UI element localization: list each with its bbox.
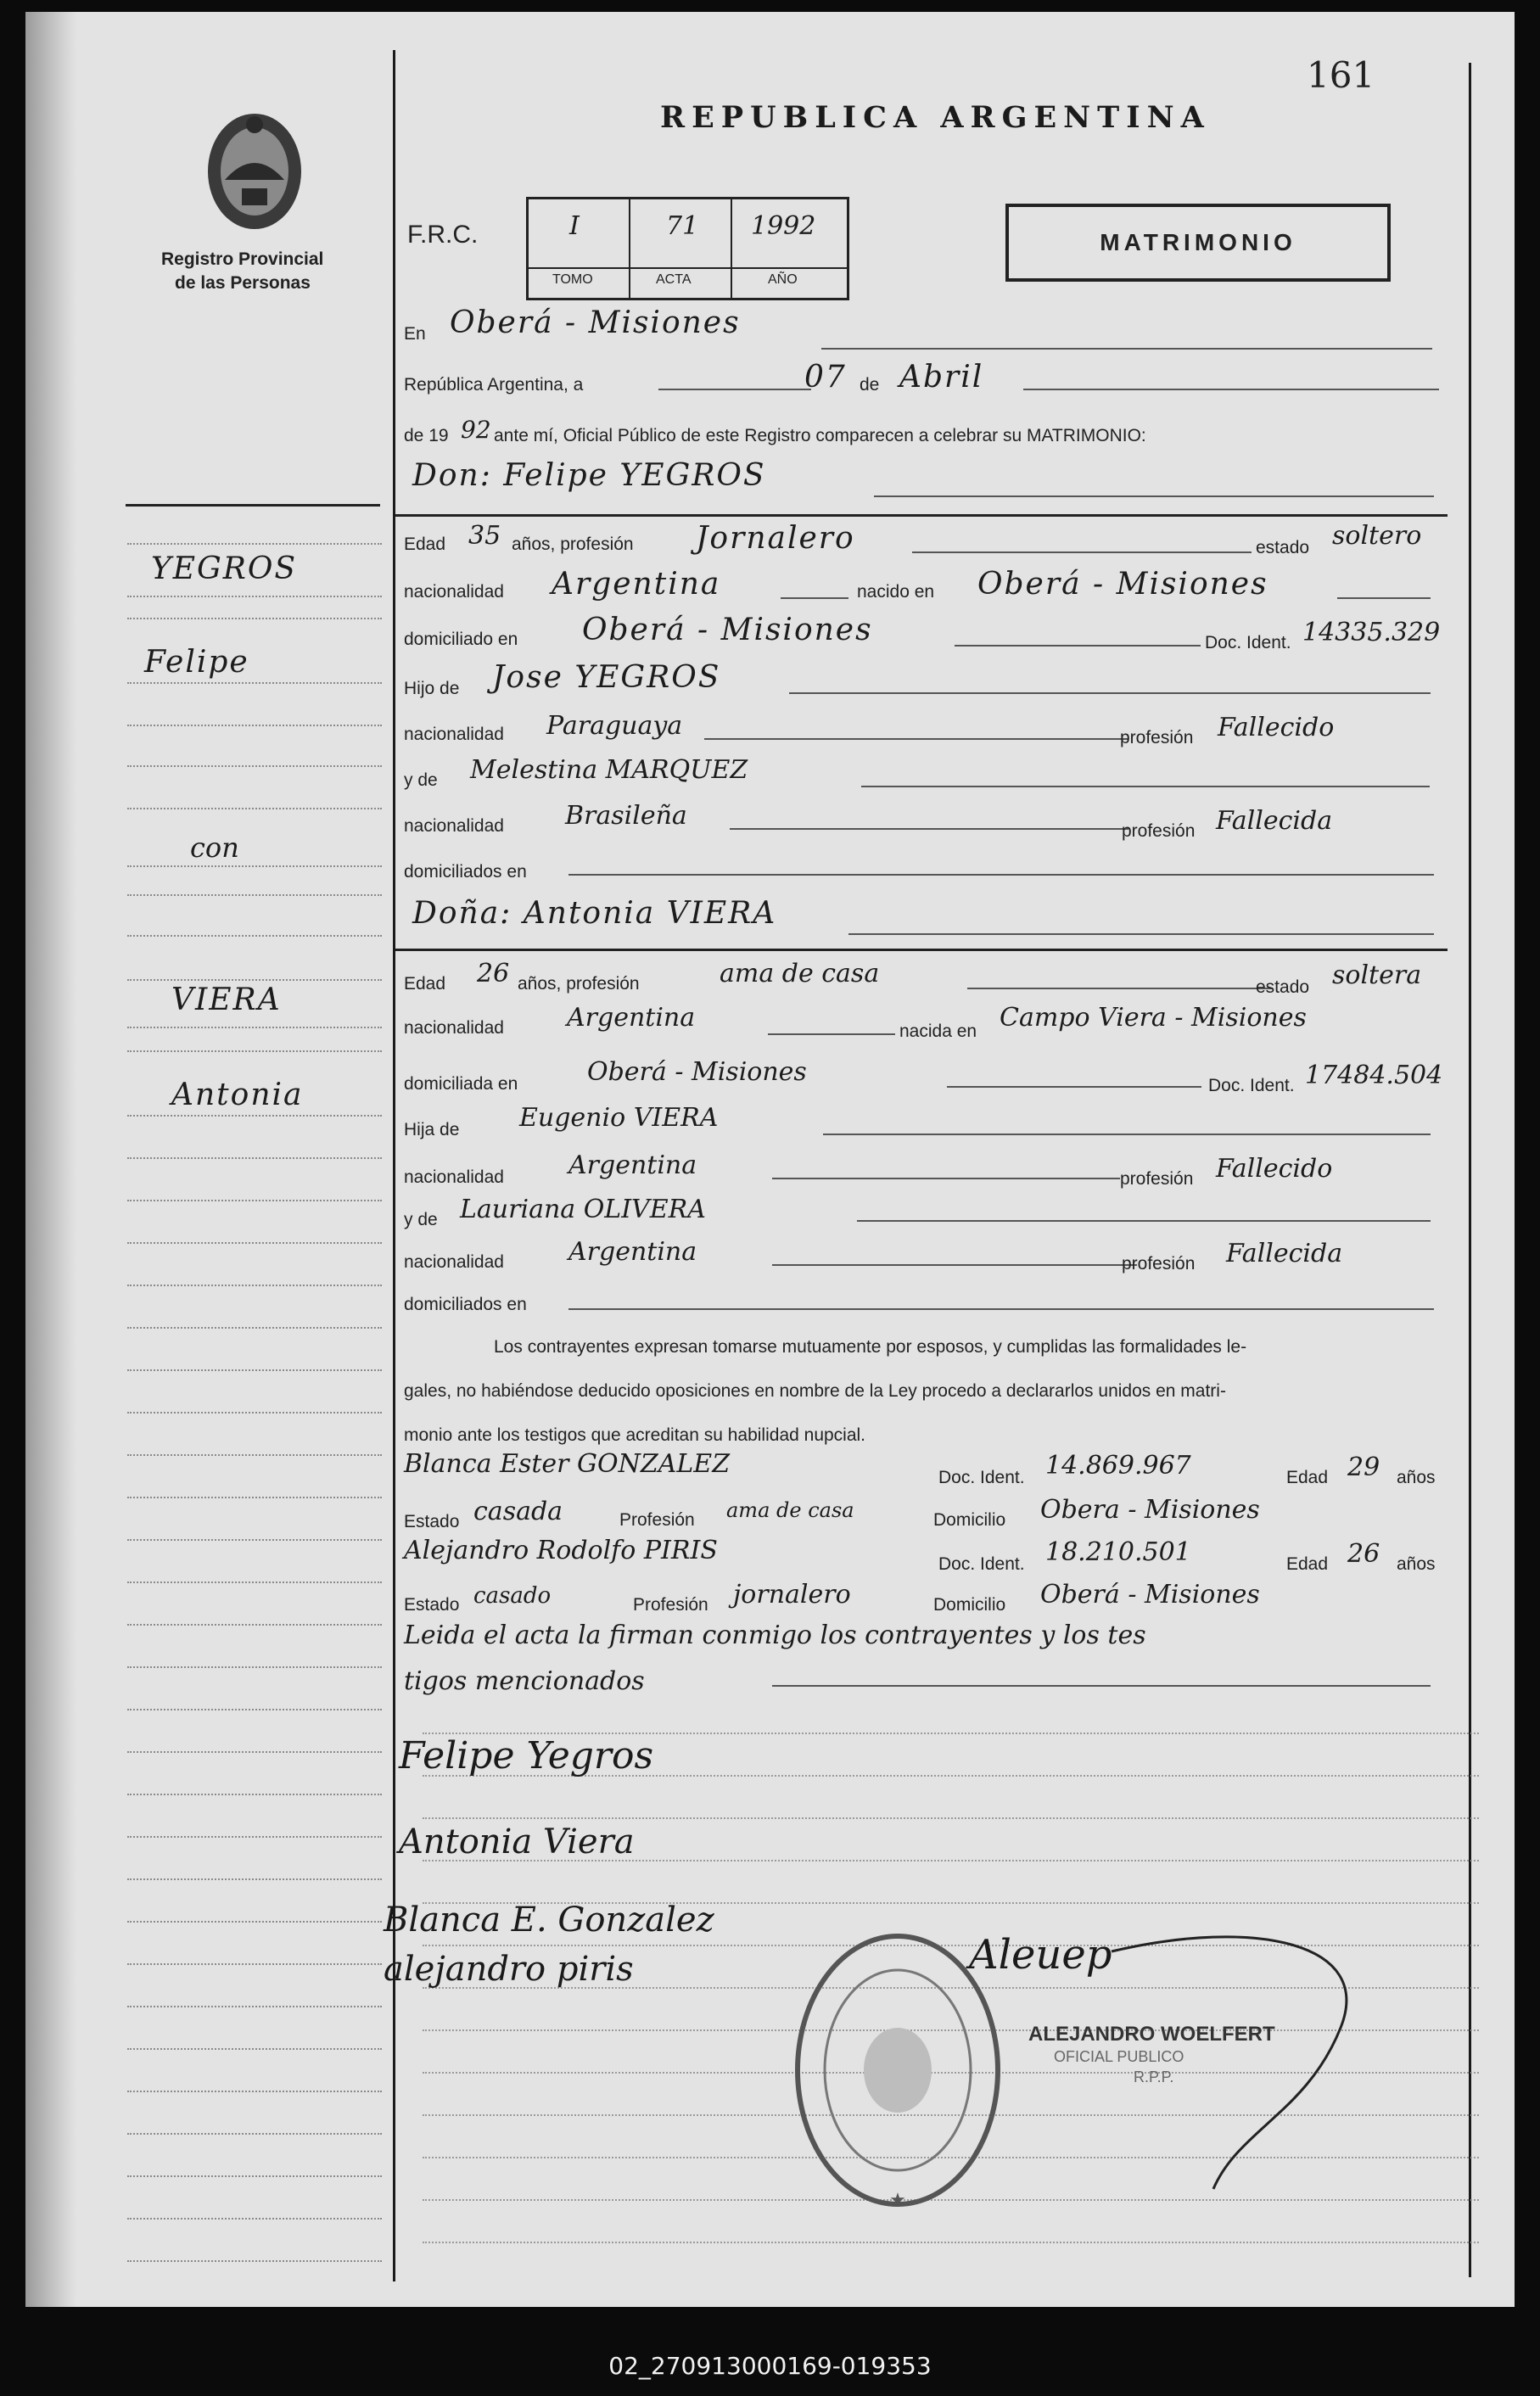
witness1-profesion-label: Profesión [619,1510,695,1530]
margin-top-rule [126,504,380,507]
witness1-anos-label: años [1397,1468,1436,1487]
witness2-domicilio-label: Domicilio [933,1595,1006,1615]
section-separator [395,949,1448,951]
groom-birthplace: Oberá - Misiones [977,567,1268,602]
tomo-value: I [569,211,580,241]
bride-nacida-label: nacida en [899,1022,977,1041]
witness1-age: 29 [1347,1453,1380,1482]
country-title: REPUBLICA ARGENTINA [660,100,1211,135]
groom-signature: Felipe Yegros [399,1734,654,1777]
declaration-line1: Los contrayentes expresan tomarse mutuamente por esposos, y cumplidas las formalidades le- [494,1337,1247,1357]
bride-domicile: Oberá - Misiones [587,1057,807,1087]
groom-mother-profesion-label: profesión [1122,821,1196,841]
witness2-signature: alejandro piris [384,1950,634,1989]
witness1-estado-label: Estado [404,1512,460,1531]
witness2-age: 26 [1347,1539,1380,1569]
bride-mother-profesion-label: profesión [1122,1254,1196,1274]
bride-mother-nacionalidad-label: nacionalidad [404,1252,504,1272]
margin-surname-bride: VIERA [171,982,282,1017]
bride-father: Eugenio VIERA [519,1103,719,1133]
ano-label: AÑO [768,272,798,287]
groom-yde-label: y de [404,770,438,790]
closing-line1: Leida el acta la firman conmigo los contrayentes y los tes [404,1621,1146,1650]
groom-nacido-label: nacido en [857,582,935,602]
book-spine-shadow [25,12,76,2307]
de-label: de [860,375,880,395]
section-separator [395,514,1448,517]
month-value: Abril [899,360,984,395]
witness1-edad-label: Edad [1286,1468,1329,1487]
place-value: Oberá - Misiones [450,305,741,340]
groom-mother-nacionalidad-label: nacionalidad [404,816,504,836]
witness1-domicilio-label: Domicilio [933,1510,1006,1530]
declaration-line3: monio ante los testigos que acreditan su habilidad nupcial. [404,1425,866,1445]
image-caption: 02_270913000169-019353 [608,2352,932,2380]
registry-name-line1: Registro Provincial [161,249,324,269]
margin-given-bride: Antonia [171,1078,304,1112]
republica-label: República Argentina, a [404,375,584,395]
groom-estado: soltero [1332,521,1422,551]
bride-hija-label: Hija de [404,1120,460,1139]
bride-edad-label: Edad [404,974,446,994]
witness1-signature: Blanca E. Gonzalez [384,1901,714,1940]
bride-mother-profession: Fallecida [1226,1239,1343,1268]
groom-father-profession: Fallecido [1218,713,1335,742]
document-type-box: MATRIMONIO [1005,204,1391,282]
bride-mother-nationality: Argentina [568,1237,697,1267]
bride-doc: 17484.504 [1305,1061,1443,1090]
page-number: 161 [1307,54,1375,96]
register-page [25,12,1515,2307]
bride-domiciliados-label: domiciliados en [404,1295,527,1314]
ano-value: 1992 [751,211,816,241]
bride-age: 26 [477,959,510,988]
groom-father: Jose YEGROS [492,660,721,695]
witness2-doc: 18.210.501 [1045,1537,1191,1567]
groom-mother: Melestina MARQUEZ [470,755,748,785]
day-value: 07 [804,360,847,395]
witness2-edad-label: Edad [1286,1554,1329,1574]
bride-anos-profesion-label: años, profesión [518,974,640,994]
bride-domiciliada-label: domiciliada en [404,1074,518,1094]
official-stamp-sub: R.P.P. [1134,2069,1174,2085]
margin-divider [393,50,395,2281]
groom-age: 35 [468,521,501,551]
groom-domicile: Oberá - Misiones [582,613,873,647]
bride-father-nationality: Argentina [568,1150,697,1180]
groom-domiciliado-label: domiciliado en [404,630,518,649]
witness2-profession: jornalero [733,1580,851,1609]
closing-line2: tigos mencionados [404,1666,645,1696]
groom-mother-nationality: Brasileña [565,801,687,831]
groom-domiciliados-label: domiciliados en [404,862,527,882]
witness2-profesion-label: Profesión [633,1595,708,1615]
groom-doc-label: Doc. Ident. [1205,633,1291,652]
groom-name: Don: Felipe YEGROS [412,458,766,493]
witness1-doc-label: Doc. Ident. [938,1468,1025,1487]
official-stamp-name: ALEJANDRO WOELFERT [1028,2023,1275,2046]
provincial-crest-icon [199,104,310,239]
groom-father-nationality: Paraguaya [546,711,683,741]
groom-nacionalidad-label: nacionalidad [404,582,504,602]
tomo-label: TOMO [552,272,593,287]
groom-edad-label: Edad [404,535,446,554]
year-suffix: 92 [461,416,491,444]
witness1-profession: ama de casa [726,1498,854,1522]
acta-label: ACTA [656,272,692,287]
svg-text:★: ★ [889,2189,906,2210]
groom-nationality: Argentina [552,567,721,602]
groom-hijo-label: Hijo de [404,679,460,698]
bride-name: Doña: Antonia VIERA [412,896,777,931]
witness2-name: Alejandro Rodolfo PIRIS [404,1536,718,1565]
groom-estado-label: estado [1256,538,1310,557]
frc-box [526,197,849,300]
official-signature: Aleuep [969,1931,1112,1979]
bride-yde-label: y de [404,1210,438,1229]
bride-father-nacionalidad-label: nacionalidad [404,1167,504,1187]
declaration-line2: gales, no habiéndose deducido oposiciones en nombre de la Ley procedo a declararlos unidos en matri- [404,1381,1226,1401]
year-prefix: de 19 [404,426,449,445]
groom-father-profesion-label: profesión [1120,728,1194,747]
groom-father-nacionalidad-label: nacionalidad [404,725,504,744]
witness2-anos-label: años [1397,1554,1436,1574]
en-label: En [404,324,426,344]
groom-doc: 14335.329 [1302,618,1441,647]
bride-nationality: Argentina [567,1003,696,1033]
intro-text: ante mí, Oficial Público de este Registro comparecen a celebrar su MATRIMONIO: [494,426,1146,445]
witness1-estado: casada [473,1497,563,1526]
witness1-domicile: Obera - Misiones [1040,1495,1260,1525]
bride-signature: Antonia Viera [399,1822,635,1861]
bride-mother: Lauriana OLIVERA [460,1195,706,1224]
witness2-estado: casado [473,1583,552,1609]
bride-father-profesion-label: profesión [1120,1169,1194,1189]
registry-name-line2: de las Personas [175,273,311,293]
acta-value: 71 [666,211,699,241]
margin-surname-groom: YEGROS [151,551,298,586]
bride-estado-label: estado [1256,977,1310,997]
bride-profession: ama de casa [720,959,880,988]
witness2-estado-label: Estado [404,1595,460,1615]
margin-con: con [190,831,239,864]
witness1-doc: 14.869.967 [1045,1451,1191,1481]
bride-nacionalidad-label: nacionalidad [404,1018,504,1038]
groom-mother-profession: Fallecida [1216,806,1333,836]
bride-doc-label: Doc. Ident. [1208,1076,1295,1095]
margin-given-groom: Felipe [144,645,249,680]
witness2-domicile: Oberá - Misiones [1040,1580,1260,1609]
bride-father-profession: Fallecido [1216,1154,1333,1184]
witness2-doc-label: Doc. Ident. [938,1554,1025,1574]
bride-estado: soltera [1332,960,1422,990]
bride-birthplace: Campo Viera - Misiones [1000,1003,1307,1033]
groom-profession: Jornalero [696,521,855,556]
groom-anos-profesion-label: años, profesión [512,535,634,554]
official-stamp-title: OFICIAL PUBLICO [1054,2048,1184,2065]
frc-label: F.R.C. [407,221,479,249]
witness1-name: Blanca Ester GONZALEZ [404,1449,731,1479]
